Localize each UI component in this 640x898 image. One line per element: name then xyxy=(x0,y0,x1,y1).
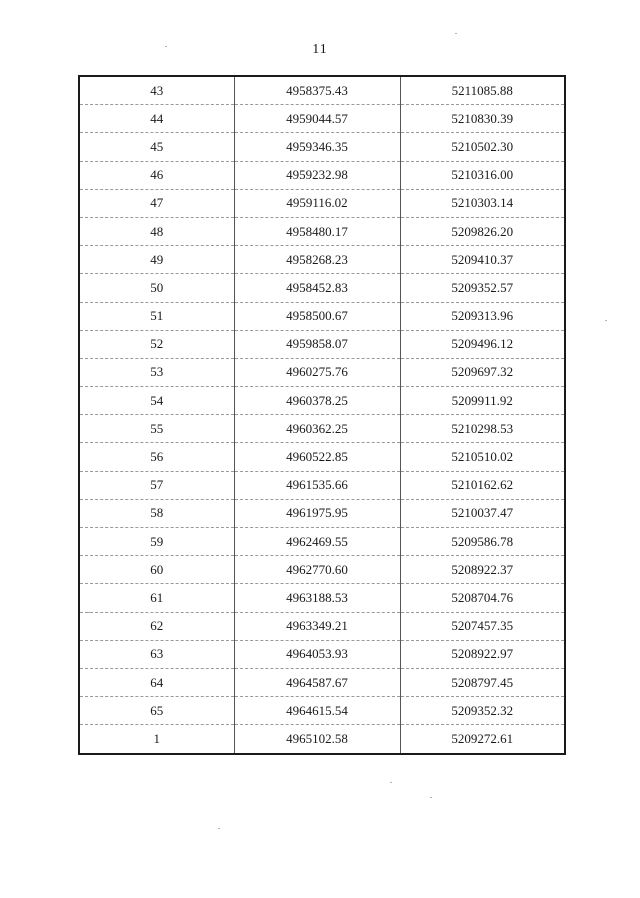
point-number-cell: 49 xyxy=(79,246,234,274)
point-number-cell: 59 xyxy=(79,528,234,556)
y-coordinate-cell: 5209313.96 xyxy=(400,302,565,330)
table-row xyxy=(79,274,565,302)
x-coordinate-cell: 4963188.53 xyxy=(234,584,400,612)
x-coordinate-cell: 4958452.83 xyxy=(234,274,400,302)
y-coordinate-cell: 5210830.39 xyxy=(400,105,565,133)
point-number-cell: 65 xyxy=(79,697,234,725)
x-coordinate-cell: 4961535.66 xyxy=(234,471,400,499)
table-row xyxy=(79,133,565,161)
point-number-cell: 60 xyxy=(79,556,234,584)
point-number-cell: 48 xyxy=(79,217,234,245)
y-coordinate-cell: 5209826.20 xyxy=(400,217,565,245)
table-row xyxy=(79,387,565,415)
y-coordinate-cell: 5209697.32 xyxy=(400,358,565,386)
table-row xyxy=(79,105,565,133)
y-coordinate-cell: 5210162.62 xyxy=(400,471,565,499)
table-row xyxy=(79,725,565,754)
x-coordinate-cell: 4964587.67 xyxy=(234,668,400,696)
y-coordinate-cell: 5210502.30 xyxy=(400,133,565,161)
y-coordinate-cell: 5209352.32 xyxy=(400,697,565,725)
scan-speck xyxy=(430,797,432,798)
point-number-cell: 54 xyxy=(79,387,234,415)
x-coordinate-cell: 4961975.95 xyxy=(234,499,400,527)
table-row xyxy=(79,246,565,274)
point-number-cell: 58 xyxy=(79,499,234,527)
scan-speck xyxy=(455,33,457,34)
x-coordinate-cell: 4960522.85 xyxy=(234,443,400,471)
table-row xyxy=(79,189,565,217)
table-row xyxy=(79,217,565,245)
point-number-cell: 55 xyxy=(79,415,234,443)
y-coordinate-cell: 5209272.61 xyxy=(400,725,565,754)
scan-speck xyxy=(165,46,167,47)
point-number-cell: 64 xyxy=(79,668,234,696)
point-number-cell: 56 xyxy=(79,443,234,471)
point-number-cell: 62 xyxy=(79,612,234,640)
table-row xyxy=(79,556,565,584)
table-row xyxy=(79,358,565,386)
x-coordinate-cell: 4960378.25 xyxy=(234,387,400,415)
point-number-cell: 53 xyxy=(79,358,234,386)
x-coordinate-cell: 4959346.35 xyxy=(234,133,400,161)
point-number-cell: 63 xyxy=(79,640,234,668)
y-coordinate-cell: 5210037.47 xyxy=(400,499,565,527)
table-row xyxy=(79,668,565,696)
y-coordinate-cell: 5209911.92 xyxy=(400,387,565,415)
table-row xyxy=(79,161,565,189)
y-coordinate-cell: 5210316.00 xyxy=(400,161,565,189)
table-row xyxy=(79,443,565,471)
table-row xyxy=(79,499,565,527)
y-coordinate-cell: 5208922.97 xyxy=(400,640,565,668)
point-number-cell: 46 xyxy=(79,161,234,189)
x-coordinate-cell: 4960362.25 xyxy=(234,415,400,443)
point-number-cell: 52 xyxy=(79,330,234,358)
point-number-cell: 57 xyxy=(79,471,234,499)
x-coordinate-cell: 4962469.55 xyxy=(234,528,400,556)
x-coordinate-cell: 4958375.43 xyxy=(234,76,400,105)
point-number-cell: 1 xyxy=(153,730,160,746)
table-row xyxy=(79,612,565,640)
table-row xyxy=(79,76,565,105)
point-number-cell: 51 xyxy=(79,302,234,330)
scan-speck xyxy=(218,828,220,829)
x-coordinate-cell: 4964053.93 xyxy=(234,640,400,668)
point-number-cell: 50 xyxy=(79,274,234,302)
scan-speck xyxy=(390,782,392,783)
x-coordinate-cell: 4958480.17 xyxy=(234,217,400,245)
x-coordinate-cell: 4963349.21 xyxy=(234,612,400,640)
table-row xyxy=(79,415,565,443)
page-number: 11 xyxy=(312,42,328,57)
table-row xyxy=(79,640,565,668)
y-coordinate-cell: 5211085.88 xyxy=(400,76,565,105)
point-number-cell: 61 xyxy=(79,584,234,612)
scan-speck xyxy=(605,320,607,321)
x-coordinate-cell: 4962770.60 xyxy=(234,556,400,584)
y-coordinate-cell: 5210298.53 xyxy=(400,415,565,443)
x-coordinate-cell: 4958268.23 xyxy=(234,246,400,274)
x-coordinate-cell: 4958500.67 xyxy=(234,302,400,330)
table-row xyxy=(79,584,565,612)
table-row xyxy=(79,471,565,499)
coordinates-table-body xyxy=(79,76,565,754)
coordinates-table xyxy=(78,75,566,755)
table-row xyxy=(79,528,565,556)
y-coordinate-cell: 5207457.35 xyxy=(400,612,565,640)
x-coordinate-cell: 4964615.54 xyxy=(234,697,400,725)
y-coordinate-cell: 5210510.02 xyxy=(400,443,565,471)
x-coordinate-cell: 4959116.02 xyxy=(234,189,400,217)
point-number-cell: 45 xyxy=(79,133,234,161)
point-number-cell: 44 xyxy=(79,105,234,133)
y-coordinate-cell: 5208922.37 xyxy=(400,556,565,584)
table-row xyxy=(79,697,565,725)
x-coordinate-cell: 4959858.07 xyxy=(234,330,400,358)
scan-speck xyxy=(88,612,90,613)
y-coordinate-cell: 5209352.57 xyxy=(400,274,565,302)
y-coordinate-cell: 5209410.37 xyxy=(400,246,565,274)
x-coordinate-cell: 4959232.98 xyxy=(234,161,400,189)
x-coordinate-cell: 4959044.57 xyxy=(234,105,400,133)
x-coordinate-cell: 4960275.76 xyxy=(234,358,400,386)
table-row xyxy=(79,330,565,358)
x-coordinate-cell: 4965102.58 xyxy=(234,725,400,754)
y-coordinate-cell: 5208797.45 xyxy=(400,668,565,696)
point-number-cell: 47 xyxy=(79,189,234,217)
y-coordinate-cell: 5209496.12 xyxy=(400,330,565,358)
point-number-cell: 43 xyxy=(79,76,234,105)
y-coordinate-cell: 5208704.76 xyxy=(400,584,565,612)
y-coordinate-cell: 5209586.78 xyxy=(400,528,565,556)
table-row xyxy=(79,302,565,330)
y-coordinate-cell: 5210303.14 xyxy=(400,189,565,217)
